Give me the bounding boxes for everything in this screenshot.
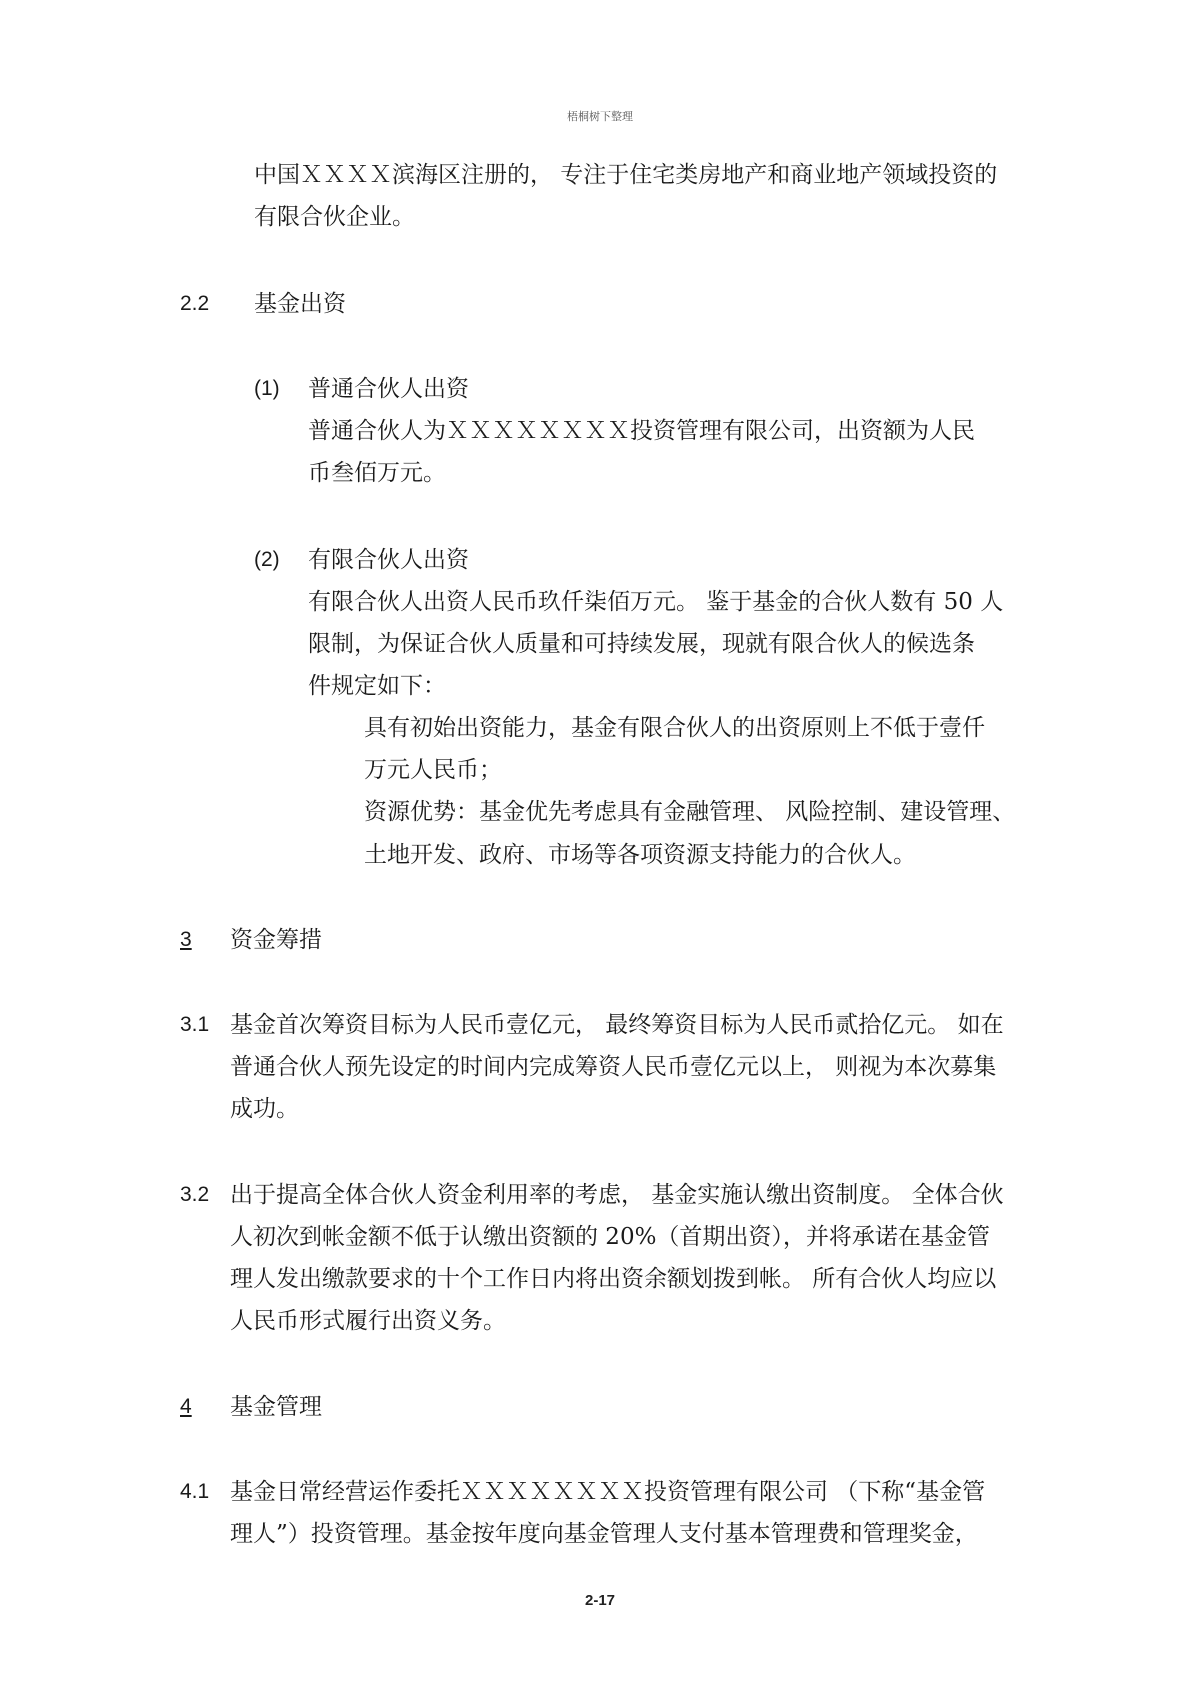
item-2-sub-2-line-1: 资源优势：基金优先考虑具有金融管理、 风险控制、建设管理、: [364, 799, 1016, 825]
item-1-title: 普通合伙人出资: [308, 376, 469, 402]
section-4-number: 4: [180, 1395, 192, 1418]
item-1-line-2: 币叁佰万元。: [308, 460, 446, 486]
section-3-number: 3: [180, 928, 192, 951]
section-4-1-line-2: 理人”）投资管理。基金按年度向基金管理人支付基本管理费和管理奖金，: [230, 1521, 978, 1547]
item-2-sub-1-line-1: 具有初始出资能力，基金有限合伙人的出资原则上不低于壹仟: [364, 715, 985, 741]
section-2-2-title: 基金出资: [254, 291, 346, 317]
page-header: 梧桐树下整理: [567, 110, 633, 123]
item-2-number: (2): [254, 548, 280, 571]
item-2-line-3: 件规定如下：: [308, 673, 446, 699]
intro-line-1: 中国ＸＸＸＸ滨海区注册的， 专注于住宅类房地产和商业地产领域投资的: [254, 162, 998, 188]
item-2-title: 有限合伙人出资: [308, 547, 469, 573]
section-2-2-number: 2.2: [180, 292, 210, 315]
section-4-1-number: 4.1: [180, 1480, 210, 1503]
item-1-line-1: 普通合伙人为ＸＸＸＸＸＸＸＸ投资管理有限公司，出资额为人民: [308, 418, 975, 444]
section-4-title: 基金管理: [230, 1394, 322, 1420]
section-3-2-line-3: 理人发出缴款要求的十个工作日内将出资余额划拨到帐。 所有合伙人均应以: [230, 1266, 997, 1292]
section-3-2-line-1: 出于提高全体合伙人资金利用率的考虑， 基金实施认缴出资制度。 全体合伙: [230, 1182, 1004, 1208]
section-3-1-number: 3.1: [180, 1013, 210, 1036]
page-number: 2-17: [584, 1592, 616, 1609]
section-3-1-line-1: 基金首次筹资目标为人民币壹亿元， 最终筹资目标为人民币贰拾亿元。 如在: [230, 1012, 1004, 1038]
section-3-2-line-4: 人民币形式履行出资义务。: [230, 1308, 506, 1334]
section-3-1-line-3: 成功。: [230, 1096, 299, 1122]
item-2-sub-2-line-2: 土地开发、政府、市场等各项资源支持能力的合伙人。: [364, 842, 916, 868]
section-3-2-line-2: 人初次到帐金额不低于认缴出资额的 20%（首期出资），并将承诺在基金管: [230, 1224, 990, 1250]
item-2-line-1: 有限合伙人出资人民币玖仟柒佰万元。 鉴于基金的合伙人数有 50 人: [308, 589, 1004, 615]
item-2-line-2: 限制，为保证合伙人质量和可持续发展，现就有限合伙人的候选条: [308, 631, 975, 657]
item-2-sub-1-line-2: 万元人民币；: [364, 757, 502, 783]
intro-line-2: 有限合伙企业。: [254, 204, 415, 230]
item-1-number: (1): [254, 377, 280, 400]
section-3-2-number: 3.2: [180, 1183, 210, 1206]
section-3-1-line-2: 普通合伙人预先设定的时间内完成筹资人民币壹亿元以上， 则视为本次募集: [230, 1054, 997, 1080]
section-4-1-line-1: 基金日常经营运作委托ＸＸＸＸＸＸＸＸ投资管理有限公司 （下称“基金管: [230, 1479, 986, 1505]
section-3-title: 资金筹措: [230, 927, 322, 953]
